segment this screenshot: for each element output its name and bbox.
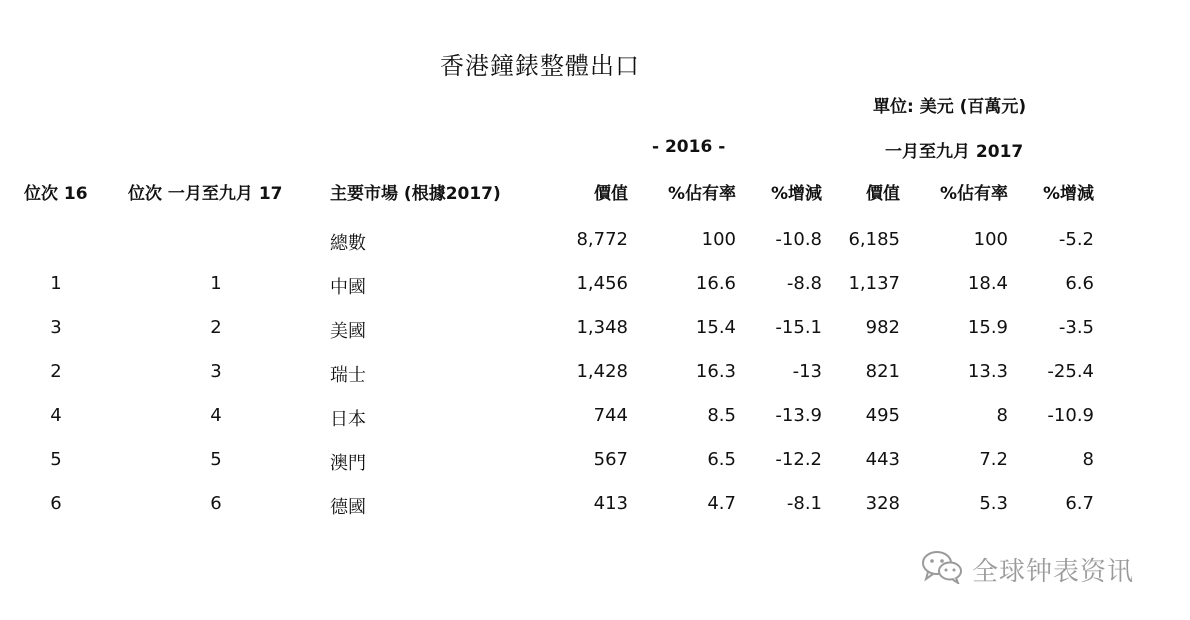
rank-2016-cell: 6 xyxy=(50,493,62,514)
rank-2016-cell: 3 xyxy=(50,317,62,338)
change-2016-cell: -8.1 xyxy=(786,493,822,514)
rank-2016-header: 位次 16 xyxy=(24,184,88,204)
share-2017-header: %佔有率 xyxy=(939,184,1008,204)
value-2017-header: 價值 xyxy=(866,184,900,204)
share-2017-cell: 100 xyxy=(973,229,1008,250)
value-2017-cell: 1,137 xyxy=(848,273,900,294)
value-2017-cell: 328 xyxy=(865,493,900,514)
rank-2017-cell: 5 xyxy=(210,449,222,470)
value-2016-cell: 1,456 xyxy=(576,273,628,294)
rank-2017-cell: 4 xyxy=(210,405,222,426)
market-cell: 美國 xyxy=(330,321,366,342)
market-cell: 瑞士 xyxy=(330,365,366,386)
value-2016-header: 價值 xyxy=(594,184,628,204)
rank-2017-cell: 3 xyxy=(210,361,222,382)
value-2016-cell: 1,348 xyxy=(576,317,628,338)
share-2017-cell: 7.2 xyxy=(979,449,1008,470)
market-cell: 澳門 xyxy=(330,453,366,474)
wechat-icon xyxy=(920,548,972,591)
watermark-text: 全球钟表资讯 xyxy=(972,557,1135,587)
change-2016-cell: -15.1 xyxy=(775,317,822,338)
rank-2017-cell: 1 xyxy=(210,273,222,294)
change-2017-cell: -5.2 xyxy=(1058,229,1094,250)
value-2016-cell: 744 xyxy=(593,405,628,426)
rank-2016-cell: 1 xyxy=(50,273,62,294)
change-2017-cell: -10.9 xyxy=(1047,405,1094,426)
share-2017-cell: 18.4 xyxy=(967,273,1008,294)
value-2017-cell: 443 xyxy=(865,449,900,470)
value-2017-cell: 982 xyxy=(865,317,900,338)
rank-2017-cell: 6 xyxy=(210,493,222,514)
share-2017-cell: 8 xyxy=(996,405,1008,426)
change-2016-cell: -12.2 xyxy=(775,449,822,470)
rank-2016-cell: 5 xyxy=(50,449,62,470)
value-2016-cell: 567 xyxy=(593,449,628,470)
value-2017-cell: 6,185 xyxy=(848,229,900,250)
value-2016-cell: 8,772 xyxy=(576,229,628,250)
share-2016-cell: 8.5 xyxy=(707,405,736,426)
period-2016: - 2016 - xyxy=(652,137,726,157)
value-2017-cell: 495 xyxy=(865,405,900,426)
change-2017-cell: 8 xyxy=(1082,449,1094,470)
share-2017-cell: 13.3 xyxy=(967,361,1008,382)
change-2016-cell: -8.8 xyxy=(786,273,822,294)
change-2017-cell: -3.5 xyxy=(1058,317,1094,338)
share-2016-header: %佔有率 xyxy=(667,184,736,204)
market-cell: 德國 xyxy=(330,497,366,518)
share-2016-cell: 15.4 xyxy=(695,317,736,338)
value-2017-cell: 821 xyxy=(865,361,900,382)
change-2017-cell: -25.4 xyxy=(1047,361,1094,382)
rank-2016-cell: 4 xyxy=(50,405,62,426)
market-cell: 中國 xyxy=(330,277,366,298)
share-2016-cell: 16.6 xyxy=(695,273,736,294)
share-2016-cell: 16.3 xyxy=(695,361,736,382)
market-cell: 日本 xyxy=(330,409,366,430)
rank-2017-header: 位次 一月至九月 17 xyxy=(128,184,283,204)
market-header: 主要市場 (根據2017) xyxy=(330,184,501,204)
share-2016-cell: 100 xyxy=(701,229,736,250)
change-2017-cell: 6.6 xyxy=(1065,273,1094,294)
change-2016-cell: -13.9 xyxy=(775,405,822,426)
value-2016-cell: 1,428 xyxy=(576,361,628,382)
change-2016-header: %增減 xyxy=(770,184,822,204)
rank-2017-cell: 2 xyxy=(210,317,222,338)
market-cell: 總數 xyxy=(330,233,366,254)
unit-note: 單位: 美元 (百萬元) xyxy=(873,97,1027,117)
change-2017-header: %增減 xyxy=(1042,184,1094,204)
page-title: 香港鐘錶整體出口 xyxy=(440,52,640,80)
share-2016-cell: 6.5 xyxy=(707,449,736,470)
share-2017-cell: 15.9 xyxy=(967,317,1008,338)
change-2016-cell: -13 xyxy=(792,361,822,382)
value-2016-cell: 413 xyxy=(593,493,628,514)
rank-2016-cell: 2 xyxy=(50,361,62,382)
period-2017: 一月至九月 2017 xyxy=(885,142,1024,162)
change-2017-cell: 6.7 xyxy=(1065,493,1094,514)
watermark xyxy=(920,548,1134,591)
change-2016-cell: -10.8 xyxy=(775,229,822,250)
share-2016-cell: 4.7 xyxy=(707,493,736,514)
share-2017-cell: 5.3 xyxy=(979,493,1008,514)
